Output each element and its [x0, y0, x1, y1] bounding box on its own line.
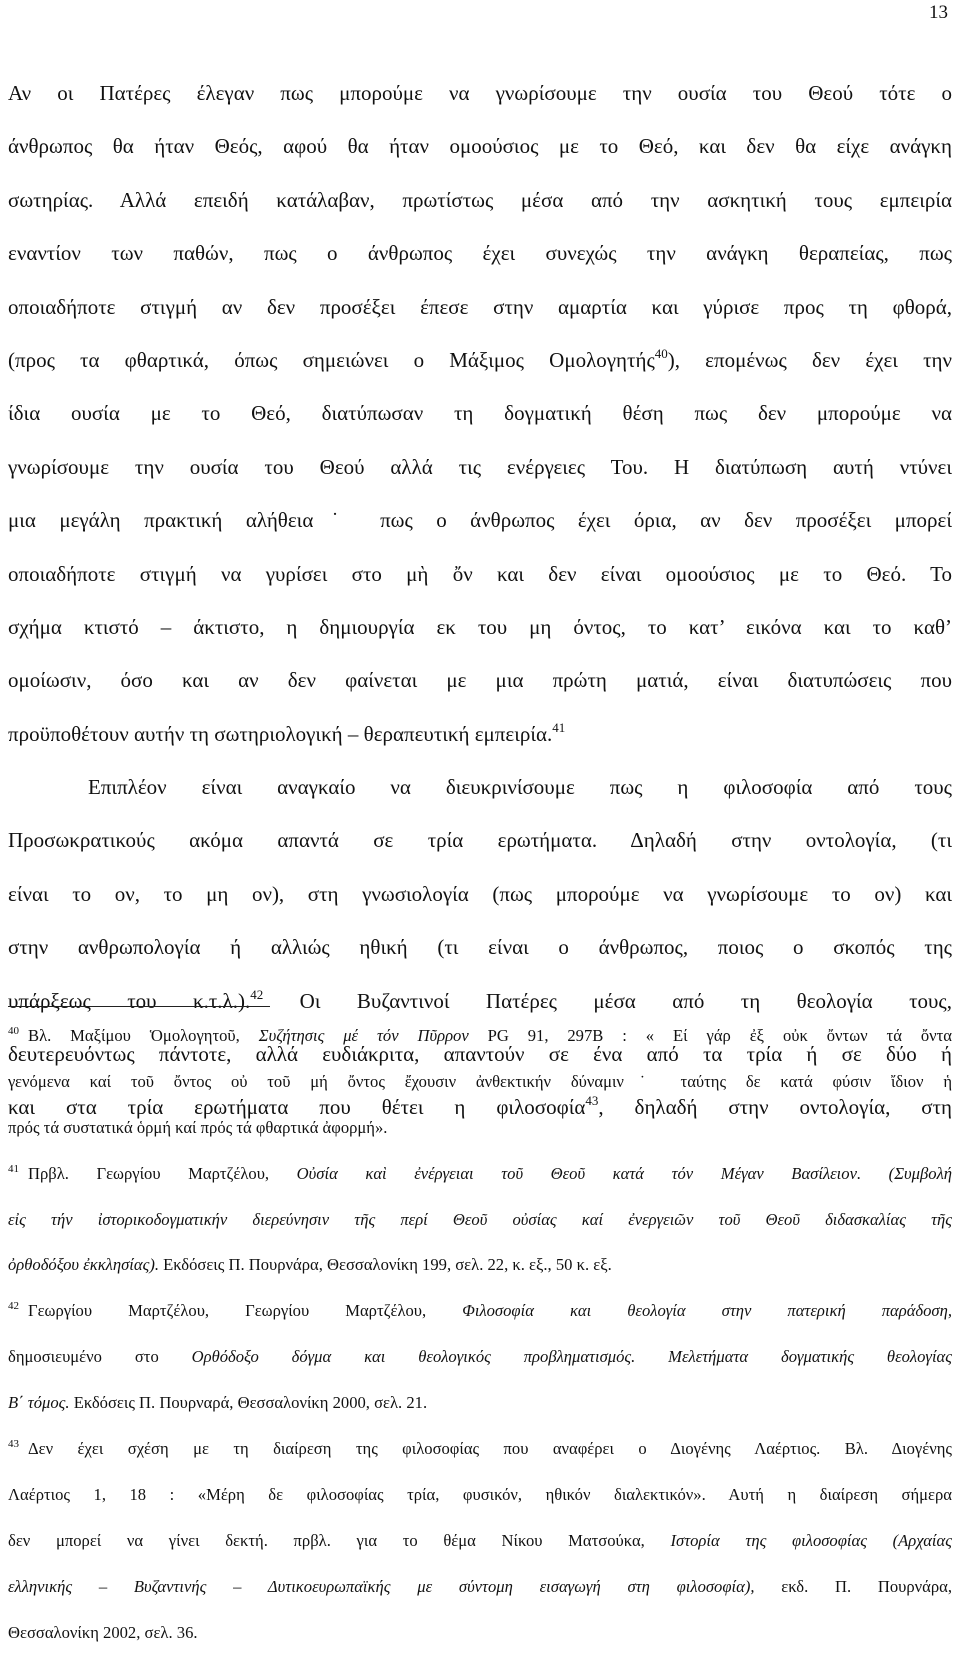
text-line: δευτερευόντως πάντοτε, αλλά ευδιάκριτα, απαντούν σε ένα από τα τρία ή σε δύο ή: [8, 1042, 952, 1067]
text-line: Προσωκρατικούς ακόμα απαντά σε τρία ερωτήματα. Δηλαδή στην οντολογία, (τι: [8, 828, 952, 853]
footnote-40: $^{40}$ Βλ. Μαξίμου Ὁμολογητοῦ, Συζήτησις μέ τόν Πῦρρον PG 91, 297Β : « Εί γάρ ἐξ οὐκ ὄντων τά ὄντα: [8, 1025, 952, 1045]
main-text: [8, 67, 952, 1135]
footnote-ref-42: 42: [250, 986, 264, 1002]
footnote-43: $^{43}$ Δεν έχει σχέση με τη διαίρεση της φιλοσοφίας που αναφέρει ο Διογένης Λαέρτιος. Βλ. Διογένης: [8, 1438, 952, 1459]
text-line: ομοίωσιν, όσο και αν δεν φαίνεται με μια πρώτη ματιά, είναι διατυπώσεις που: [8, 668, 952, 693]
footnote-ref-41: 41: [552, 719, 566, 735]
footnote-41-line: εἰς τήν ἰστορικοδογματικήν διερεύνησιν τῆς περί Θεοῦ οὐσίας καί ἐνεργειῶν τοῦ Θεοῦ διδασκαλίας τῆς: [8, 1209, 952, 1229]
text-line: οποιαδήποτε στιγμή να γυρίσει στο μὴ ὄν και δεν είναι ομοούσιος με το Θεό. Το: [8, 561, 952, 586]
text-line: εναντίον των παθών, πως ο άνθρωπος έχει συνεχώς την ανάγκη θεραπείας, πως: [8, 241, 952, 266]
footnote-40-line: πρός τά συστατικά ὁρμή καί πρός τά φθαρτικά ἀφορμή».: [8, 1117, 388, 1137]
footnote-40-line: γενόμενα καί τοῦ ὄντος οὐ τοῦ μή ὄντος ἔχουσιν ἀνθεκτικήν δύναμιν˙ ταύτης δε κατά φύσιν ἴδιον ἡ: [8, 1071, 952, 1091]
text-line: Αν οι Πατέρες έλεγαν πως μπορούμε να γνωρίσουμε την ουσία του Θεού τότε ο: [8, 81, 952, 105]
text-line: ίδια ουσία με το Θεό, διατύπωσαν τη δογματική θέση πως δεν μπορούμε να: [8, 401, 952, 426]
footnote-43-line: Θεσσαλονίκη 2002, σελ. 36.: [8, 1622, 198, 1642]
text-line: οποιαδήποτε στιγμή αν δεν προσέξει έπεσε στην αμαρτία και γύρισε προς τη φθορά,: [8, 294, 952, 319]
text-line: σωτηρίας. Αλλά επειδή κατάλαβαν, πρωτίστως μέσα από την ασκητική τους εμπειρία: [8, 187, 952, 212]
text-line: προϋποθέτουν αυτήν τη σωτηριολογική – θεραπευτική εμπειρία.$^{41}$: [8, 719, 566, 746]
footnote-41-line: ὀρθοδόξου ἐκκλησίας). Εκδόσεις Π. Πουρνάρα, Θεσσαλονίκη 199, σελ. 22, κ. εξ., 50 κ. εξ.: [8, 1255, 612, 1275]
footnote-42: $^{42}$ Γεωργίου Μαρτζέλου, Γεωργίου Μαρτζέλου, Φιλοσοφία και θεολογία στην πατερική παράδοση,: [8, 1300, 952, 1321]
text-line: και στα τρία ερωτήματα που θέτει η φιλοσοφία$^{43}$, δηλαδή στην οντολογία, στη: [8, 1093, 953, 1120]
footnotes: [8, 1013, 952, 1655]
text-line: στην ανθρωπολογία ή αλλιώς ηθική (τι είναι ο άνθρωπος, ποιος ο σκοπός της: [8, 935, 952, 960]
footnote-43-line: δεν μπορεί να γίνει δεκτή. πρβλ. για το θέμα Νίκου Ματσούκα, Ιστορία της φιλοσοφίας (Αρχαίας: [8, 1530, 952, 1550]
text-line-paragraph-start: Επιπλέον είναι αναγκαίο να διευκρινίσουμε πως η φιλοσοφία από τους: [88, 775, 952, 800]
footnote-ref-43: 43: [585, 1093, 599, 1109]
text-line: (προς τα φθαρτικά, όπως σημειώνει ο Μάξιμος Ομολογητής$^{40}$), επομένως δεν έχει την: [8, 345, 953, 372]
footnote-42-line: δημοσιευμένο στο Ορθόδοξο δόγμα και θεολογικός προβληματισμός. Μελετήματα δογματικής θεολογίας: [8, 1347, 952, 1367]
footnote-41: $^{41}$ Πρβλ. Γεωργίου Μαρτζέλου, Οὐσία καὶ ἐνέργειαι τοῦ Θεοῦ κατά τόν Μέγαν Βασίλειον. (Συμβολή: [8, 1162, 952, 1183]
text-line: γνωρίσουμε την ουσία του Θεού αλλά τις ενέργειες Του. Η διατύπωση αυτή ντύνει: [8, 454, 952, 479]
footnote-43-line: ελληνικής – Βυζαντινής – Δυτικοευρωπαϊκής με σύντομη εισαγωγή στη φιλοσοφία), εκδ. Π. Πουρνάρα,: [8, 1576, 952, 1596]
footnote-43-line: Λαέρτιος 1, 18 : «Μέρη δε φιλοσοφίας τρία, φυσικόν, ηθικόν διαλεκτικόν». Αυτή η διαίρεση σήμερα: [8, 1484, 952, 1504]
footnote-42-line: Β΄ τόμος. Εκδόσεις Π. Πουρναρά, Θεσσαλονίκη 2000, σελ. 21.: [8, 1393, 428, 1413]
page-number: 13: [929, 2, 948, 23]
text-line: υπάρξεως του κ.τ.λ.).$^{42}$ Οι Βυζαντινοί Πατέρες μέσα από τη θεολογία τους,: [8, 986, 952, 1013]
text-line: άνθρωπος θα ήταν Θεός, αφού θα ήταν ομοούσιος με το Θεό, και δεν θα είχε ανάγκη: [8, 134, 952, 159]
text-line: σχήμα κτιστό – άκτιστο, η δημιουργία εκ του μη όντος, το κατ’ εικόνα και το καθ’: [8, 614, 952, 639]
footnote-ref-40: 40: [654, 345, 668, 361]
text-line: μια μεγάλη πρακτική αλήθεια˙ πως ο άνθρωπος έχει όρια, αν δεν προσέξει μπορεί: [8, 508, 952, 533]
text-line: είναι το ον, το μη ον), στη γνωσιολογία (πως μπορούμε να γνωρίσουμε το ον) και: [8, 881, 952, 906]
footnote-separator: [8, 1006, 270, 1007]
